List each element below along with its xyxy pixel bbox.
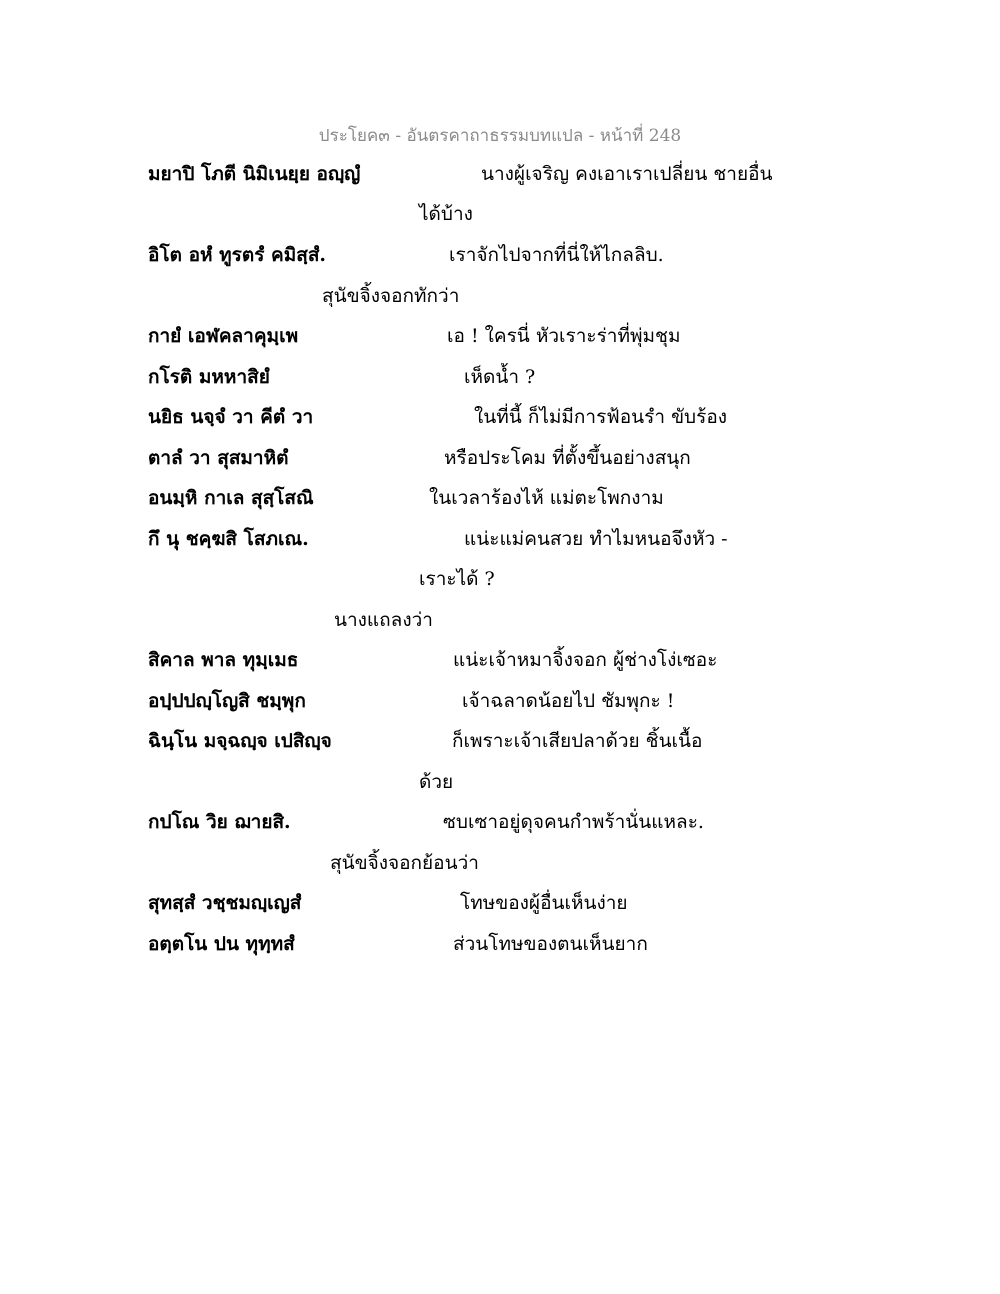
thai-translation: ก็เพราะเจ้าเสียปลาด้วย ชิ้นเนื้อ bbox=[452, 730, 703, 752]
thai-translation: นางผู้เจริญ คงเอาเราเปลี่ยน ชายอื่น bbox=[481, 163, 773, 185]
narration-line: นางแถลงว่า bbox=[334, 609, 433, 631]
pali-line: ฉินฺโน มจฺฉญฺจ เปสิญฺจ bbox=[148, 730, 332, 752]
thai-translation: ซบเซาอยู่ดุจคนกำพร้านั่นแหละ. bbox=[443, 811, 704, 833]
thai-translation: ในเวลาร้องไห้ แม่ตะโพกงาม bbox=[429, 487, 664, 509]
pali-line: กปโณ วิย ฌายสิ. bbox=[148, 811, 291, 833]
pali-line: นยิธ นจฺจํ วา คีตํ วา bbox=[148, 406, 314, 428]
pali-line: ตาลํ วา สุสมาหิตํ bbox=[148, 447, 289, 469]
thai-translation: โทษของผู้อื่นเห็นง่าย bbox=[460, 892, 628, 914]
thai-translation: ในที่นี้ ก็ไม่มีการฟ้อนรำ ขับร้อง bbox=[474, 406, 728, 428]
thai-translation: แน่ะแม่คนสวย ทำไมหนอจึงหัว - bbox=[464, 528, 728, 550]
pali-line: อิโต อหํ ทูรตรํ คมิสฺสํ. bbox=[148, 244, 327, 266]
thai-translation: เราจักไปจากที่นี่ให้ไกลลิบ. bbox=[449, 244, 664, 266]
pali-line: อตฺตโน ปน ทุทฺทสํ bbox=[148, 933, 295, 955]
thai-translation: เจ้าฉลาดน้อยไป ชัมพุกะ ! bbox=[462, 690, 675, 712]
pali-line: สิคาล พาล ทุมฺเมธ bbox=[148, 649, 299, 671]
pali-line: มยาปิ โภตี นิมิเนยฺย อญฺญํ bbox=[148, 163, 361, 185]
thai-continuation: ด้วย bbox=[419, 771, 454, 793]
pali-line: อปฺปปญฺโญสิ ชมฺพุก bbox=[148, 690, 306, 712]
thai-continuation: ได้บ้าง bbox=[419, 203, 473, 225]
pali-line: กโรติ มหหาสิยํ bbox=[148, 366, 270, 388]
page-header: ประโยค๓ - อันตรคาถาธรรมบทแปล - หน้าที่ 248 bbox=[318, 126, 682, 146]
thai-translation: ส่วนโทษของตนเห็นยาก bbox=[453, 933, 648, 955]
thai-continuation: เราะได้ ? bbox=[419, 568, 495, 590]
pali-line: กายํ เอฬคลาคุมฺเพ bbox=[148, 325, 299, 347]
pali-line: กึ นุ ชคฺฆสิ โสภเณ. bbox=[148, 528, 309, 550]
thai-translation: แน่ะเจ้าหมาจิ้งจอก ผู้ช่างโง่เซอะ bbox=[453, 649, 718, 671]
narration-line: สุนัขจิ้งจอกทักว่า bbox=[322, 285, 460, 307]
pali-line: สุทสฺสํ วชฺชมญฺเญสํ bbox=[148, 892, 302, 914]
thai-translation: หรือประโคม ที่ตั้งขึ้นอย่างสนุก bbox=[444, 447, 691, 469]
thai-translation: เอ ! ใครนี่ หัวเราะร่าที่พุ่มชุม bbox=[447, 325, 681, 347]
thai-translation: เห็ดน้ำ ? bbox=[464, 366, 536, 388]
pali-line: อนมฺหิ กาเล สุสฺโสณิ bbox=[148, 487, 314, 509]
narration-line: สุนัขจิ้งจอกย้อนว่า bbox=[330, 852, 479, 874]
